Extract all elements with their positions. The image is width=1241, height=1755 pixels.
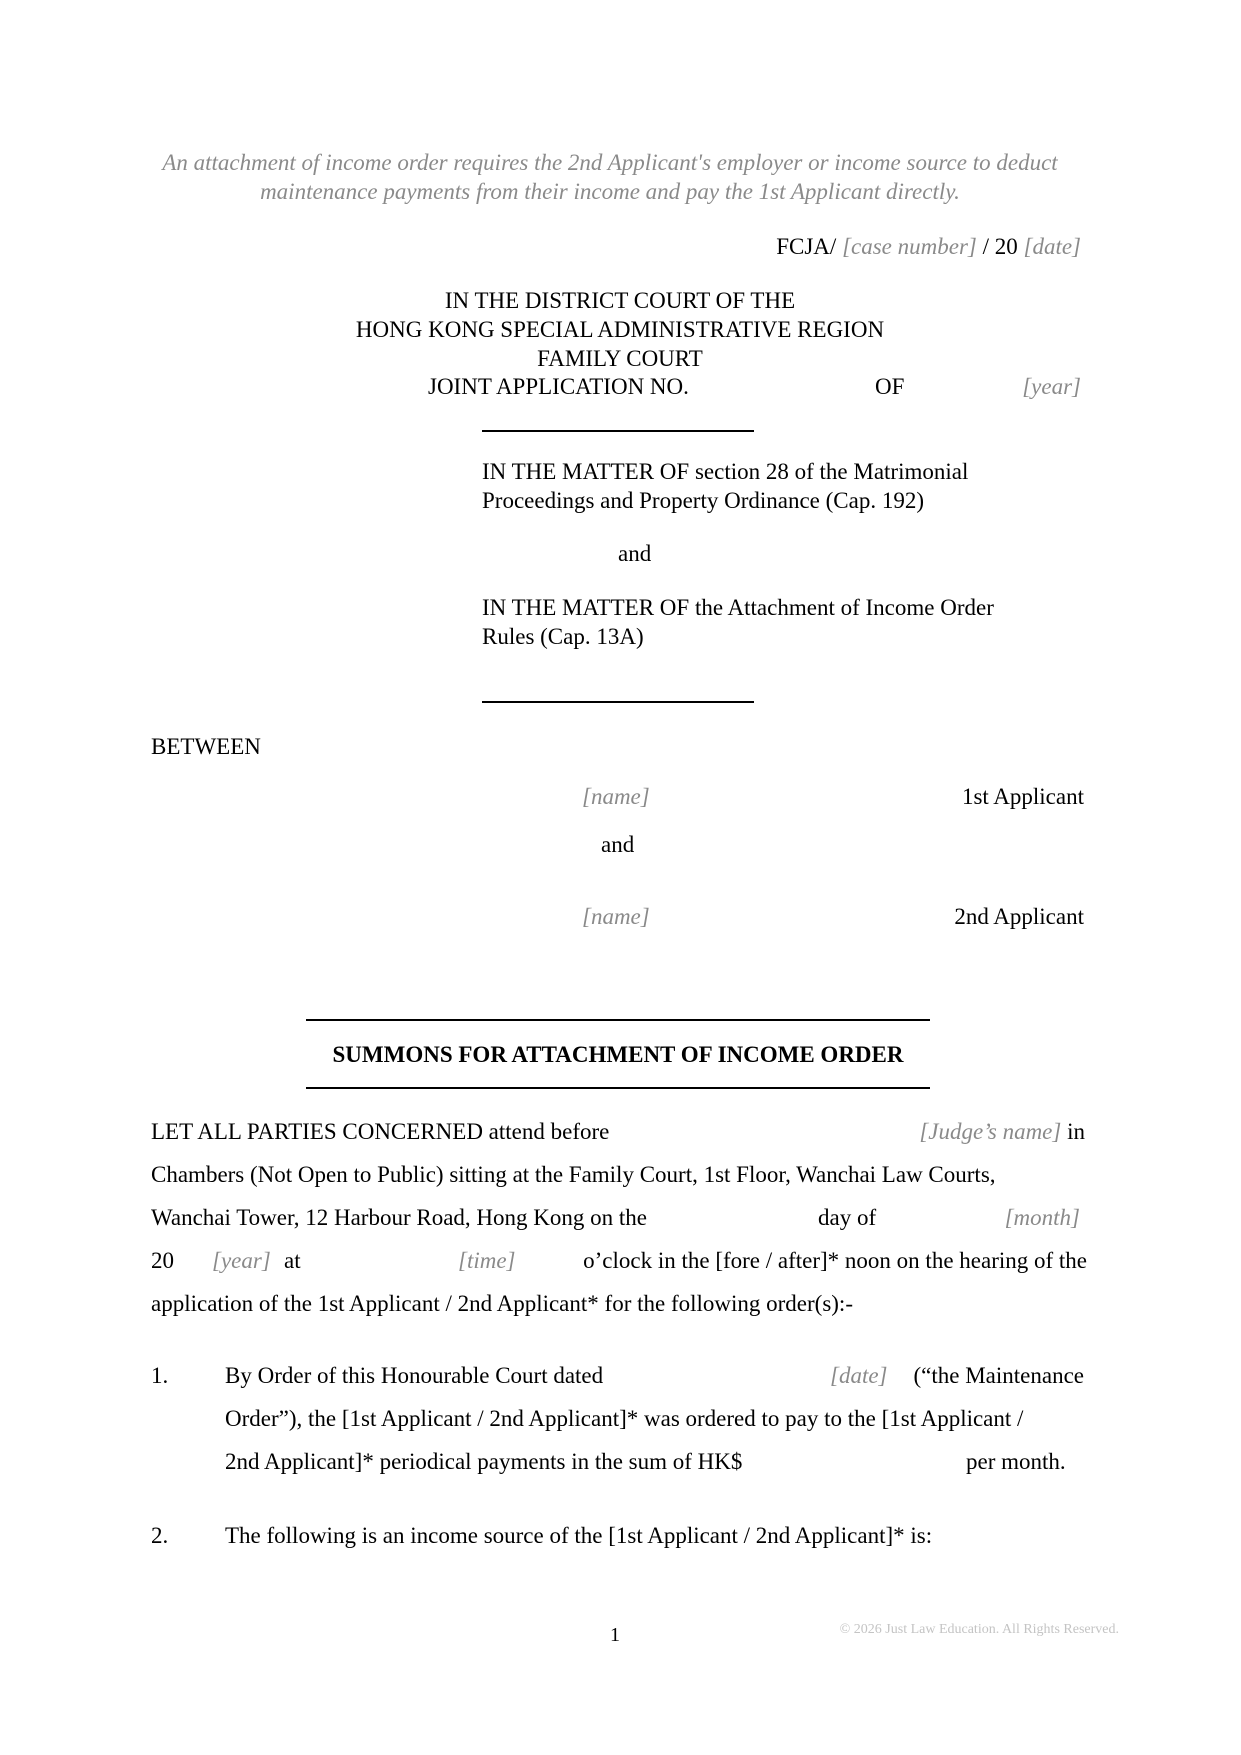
item-1-line-1-end: (“the Maintenance (913, 1363, 1084, 1388)
title-rule-bottom (306, 1087, 930, 1089)
of-label: OF (875, 374, 905, 399)
between-label: BETWEEN (151, 734, 261, 759)
month-placeholder: [month] (1004, 1205, 1080, 1230)
matter-2-line-2: Rules (Cap. 13A) (482, 624, 644, 649)
paragraph-l4-end: o’clock in the [fore / after]* noon on the hearing of the (583, 1248, 1087, 1273)
joint-application-label: JOINT APPLICATION NO. (428, 374, 689, 399)
item-1-date-placeholder: [date] (830, 1363, 888, 1388)
hearing-year-placeholder: [year] (212, 1248, 271, 1273)
party-2-role: 2nd Applicant (954, 904, 1084, 929)
page-number: 1 (610, 1624, 620, 1646)
matters-and: and (618, 541, 652, 566)
party-1-name-placeholder: [name] (582, 784, 650, 809)
explanatory-note: An attachment of income order requires the 2nd Applicant's employer or income source to deduct maintenance payments from their income and pay the 1st Applicant directly. (162, 150, 1058, 204)
court-line-2: HONG KONG SPECIAL ADMINISTRATIVE REGION (355, 317, 885, 342)
case-ref-separator: / 20 (982, 234, 1018, 259)
party-1-role: 1st Applicant (961, 784, 1084, 809)
divider-rule-1 (482, 430, 754, 432)
year-placeholder: [year] (1022, 374, 1081, 399)
divider-rule-2 (482, 701, 754, 703)
time-placeholder: [time] (458, 1248, 516, 1273)
paragraph-l1-start: LET ALL PARTIES CONCERNED attend before (151, 1119, 610, 1144)
paragraph-l4-20: 20 (151, 1248, 174, 1273)
court-line-3: FAMILY COURT (537, 346, 703, 371)
matter-1-line-1: IN THE MATTER OF section 28 of the Matrimonial (482, 459, 969, 484)
paragraph-line-2: Chambers (Not Open to Public) sitting at the Family Court, 1st Floor, Wanchai Law Courts, (151, 1162, 996, 1187)
case-ref-prefix: FCJA/ (776, 234, 837, 259)
title-rule-top (306, 1019, 930, 1021)
judge-name-placeholder: [Judge’s name] (919, 1119, 1062, 1144)
case-date-placeholder: [date] (1023, 234, 1081, 259)
item-1-number: 1. (151, 1363, 169, 1388)
court-line-1: IN THE DISTRICT COURT OF THE (444, 288, 796, 313)
item-1-line-3-end: per month. (966, 1449, 1066, 1474)
copyright-notice: © 2026 Just Law Education. All Rights Reserved. (839, 1622, 1119, 1637)
item-1-line-2: Order”), the [1st Applicant / 2nd Applicant]* was ordered to pay to the [1st Applicant / (225, 1406, 1024, 1431)
case-number-placeholder: [case number] (842, 234, 977, 259)
matter-1-line-2: Proceedings and Property Ordinance (Cap. 192) (482, 488, 924, 513)
paragraph-l3-start: Wanchai Tower, 12 Harbour Road, Hong Kong on the (151, 1205, 647, 1230)
paragraph-l4-at: at (284, 1248, 301, 1273)
paragraph-line-5: application of the 1st Applicant / 2nd Applicant* for the following order(s):- (151, 1291, 853, 1316)
summons-title: SUMMONS FOR ATTACHMENT OF INCOME ORDER (332, 1042, 904, 1067)
item-2-number: 2. (151, 1523, 169, 1548)
item-1-line-3-start: 2nd Applicant]* periodical payments in the sum of HK$ (225, 1449, 743, 1474)
parties-and: and (601, 832, 635, 857)
case-reference (776, 232, 1081, 261)
paragraph-l1-end: in (1067, 1119, 1085, 1144)
party-2-name-placeholder: [name] (582, 904, 650, 929)
item-1-line-1-start: By Order of this Honourable Court dated (225, 1363, 604, 1388)
paragraph-line-1 (151, 1117, 1085, 1146)
matter-2-line-1: IN THE MATTER OF the Attachment of Income Order (482, 595, 994, 620)
item-2-text: The following is an income source of the [1st Applicant / 2nd Applicant]* is: (225, 1523, 933, 1548)
paragraph-l3-day-of: day of (818, 1205, 877, 1230)
